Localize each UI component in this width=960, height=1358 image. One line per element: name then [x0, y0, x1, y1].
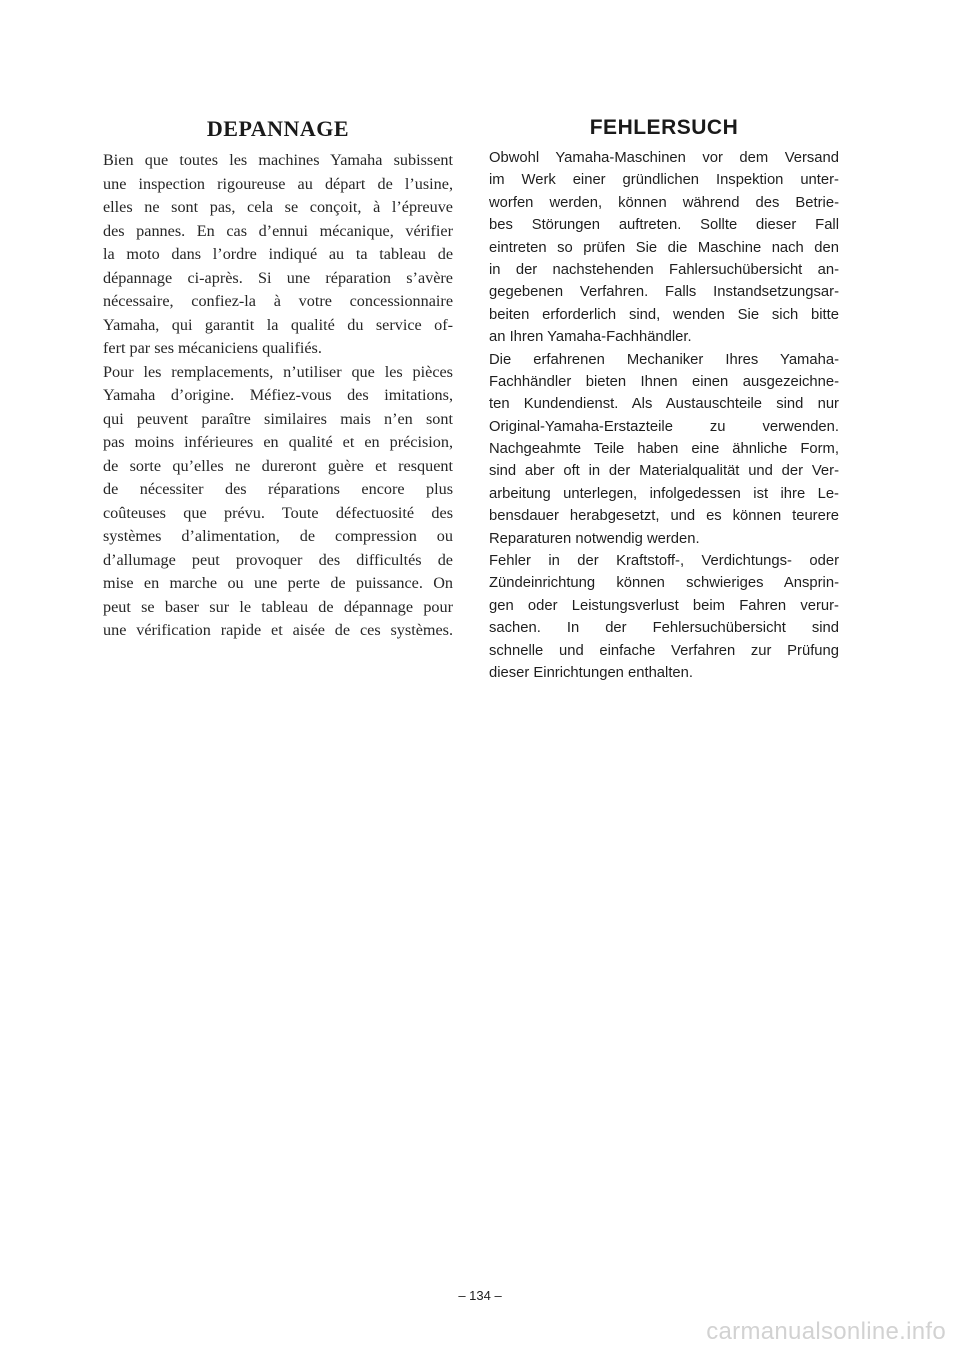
german-line: bes Störungen auftreten. Sollte dieser Fall: [489, 217, 839, 234]
french-line: Bien que toutes les machines Yamaha subissent: [103, 151, 453, 169]
german-line: Zündeinrichtung können schwieriges Ansprin-: [489, 575, 839, 592]
german-line: Fachhändler bieten Ihnen einen ausgezeichne-: [489, 373, 839, 390]
french-line: Pour les remplacements, n’utiliser que les pièces: [103, 362, 453, 381]
german-line: bensdauer herabgesetzt, und es können teurere: [489, 508, 839, 525]
french-column: [103, 116, 453, 643]
german-body: [489, 147, 839, 684]
german-line: Nachgeahmte Teile haben eine ähnliche Form,: [489, 441, 839, 458]
german-line: Fehler in der Kraftstoff-, Verdichtungs- oder: [489, 553, 839, 570]
german-line: dieser Einrichtungen enthalten.: [489, 664, 694, 681]
german-line: beiten erforderlich sind, wenden Sie sich bitte: [489, 306, 839, 323]
french-line: d’allumage peut provoquer des difficultés de: [103, 550, 453, 569]
french-line: peut se baser sur le tableau de dépannage pour: [103, 597, 453, 616]
french-line: une inspection rigoureuse au départ de l’usine,: [103, 174, 453, 193]
german-line: Obwohl Yamaha-Maschinen vor dem Versand: [489, 150, 839, 166]
german-line: ten Kundendienst. Als Austauschteile sind nur: [489, 396, 839, 413]
french-line: elles ne sont pas, cela se conçoit, à l’épreuve: [103, 198, 453, 216]
french-line: la moto dans l’ordre indiqué au ta tableau de: [103, 245, 453, 263]
german-line: im Werk einer gründlichen Inspektion unter-: [489, 172, 839, 189]
german-line: an Ihren Yamaha-Fachhändler.: [489, 329, 692, 346]
french-line: fert par ses mécaniciens qualifiés.: [103, 339, 322, 357]
german-line: sachen. In der Fehlersuchübersicht sind: [489, 620, 839, 637]
german-title: FEHLERSUCH: [589, 116, 739, 139]
french-line: des pannes. En cas d’ennui mécanique, vérifier: [103, 221, 453, 240]
french-line: dépannage ci-après. Si une réparation s’avère: [103, 268, 453, 287]
german-line: schnelle und einfache Verfahren zur Prüfung: [489, 642, 839, 659]
french-line: de nécessiter des réparations encore plus: [103, 480, 453, 498]
german-line: arbeitung unterlegen, infolgedessen ist ihre Le-: [489, 485, 839, 502]
french-line: une vérification rapide et aisée de ces systèmes.: [103, 621, 453, 639]
french-line: mise en marche ou une perte de puissance. On: [103, 574, 453, 592]
french-line: nécessaire, confiez-la à votre concessionnaire: [103, 292, 453, 310]
french-line: de sorte qu’elles ne dureront guère et resquent: [103, 456, 453, 475]
german-line: Reparaturen notwendig werden.: [489, 530, 700, 547]
french-line: systèmes d’alimentation, de compression ou: [103, 527, 453, 545]
german-line: Original-Yamaha-Erstazteile zu verwenden.: [489, 418, 839, 435]
french-line: coûteuses que prévu. Toute défectuosité des: [103, 503, 453, 522]
german-line: eintreten so prüfen Sie die Maschine nach den: [489, 239, 839, 256]
german-line: gen oder Leistungsverlust beim Fahren verur-: [489, 597, 839, 614]
german-line: Die erfahrenen Mechaniker Ihres Yamaha-: [489, 351, 839, 368]
german-line: sind aber oft in der Materialqualität und der Ver-: [489, 463, 839, 480]
german-line: in der nachstehenden Fahlersuchübersicht an-: [489, 261, 839, 278]
german-column: [489, 116, 839, 684]
french-line: pas moins inférieures en qualité et en précision,: [103, 433, 453, 451]
french-line: qui peuvent paraître similaires mais n’en sont: [103, 409, 453, 428]
french-body: [103, 149, 453, 643]
german-line: worfen werden, können während des Betrie-: [489, 194, 839, 211]
watermark: carmanualsonline.info: [706, 1318, 946, 1345]
french-line: Yamaha d’origine. Méfiez-vous des imitations,: [103, 386, 453, 404]
french-line: Yamaha, qui garantit la qualité du service of-: [103, 315, 453, 334]
french-title: DEPANNAGE: [206, 116, 350, 141]
page-number: – 134 –: [458, 1288, 502, 1303]
german-line: gegebenen Verfahren. Falls Instandsetzungsar-: [489, 284, 839, 301]
